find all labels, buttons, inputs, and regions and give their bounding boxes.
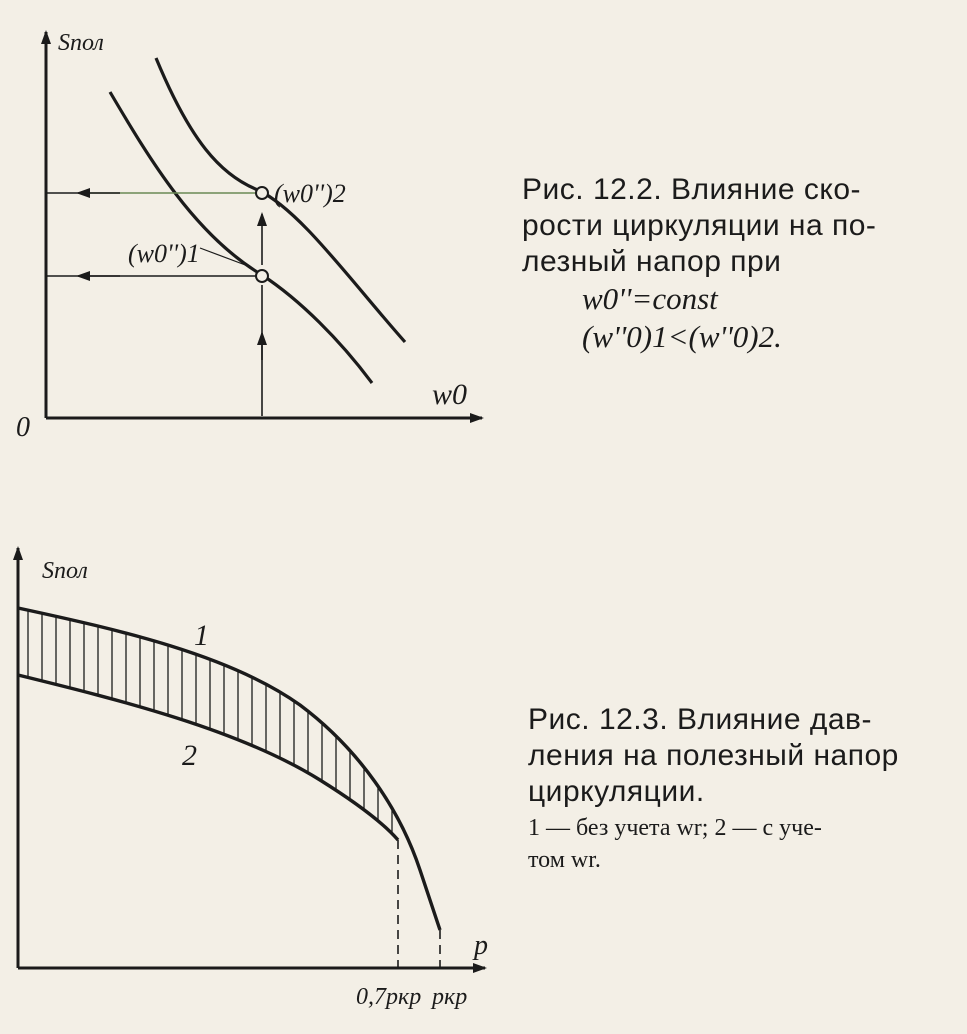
curve-1	[18, 608, 440, 930]
caption-12-2-line-2: рости циркуляции на по-	[522, 209, 877, 242]
curve-2-label: (w0'')2	[274, 179, 346, 208]
hatch-region	[28, 611, 392, 832]
curve-1-number: 1	[194, 619, 209, 652]
y-axis-label: Sпол	[58, 30, 104, 56]
caption-12-3	[528, 702, 948, 876]
caption-12-2-line-3: лезный напор при	[522, 245, 782, 278]
caption-12-3-line-1: Рис. 12.3. Влияние дав-	[528, 703, 872, 736]
tick-label-pkr: pкр	[432, 984, 468, 1010]
caption-12-2-formula-1: w0''=const	[582, 281, 718, 316]
curve-1-label: (w0'')1	[128, 239, 200, 268]
caption-12-2-line-1: Рис. 12.2. Влияние ско-	[522, 173, 861, 206]
caption-12-3-line-2: ления на полезный напор	[528, 739, 899, 772]
caption-12-3-legend-2: том wr.	[528, 847, 601, 873]
caption-12-2-formula-2: (w''0)1<(w''0)2.	[582, 319, 782, 354]
curve-2	[18, 675, 398, 840]
y-axis-label-2: Sпол	[42, 558, 88, 584]
tick-label-0-7pkr: 0,7pкр	[356, 984, 422, 1010]
x-axis-label: w0	[432, 378, 468, 411]
caption-12-3-legend-1: 1 — без учета wr; 2 — с уче-	[528, 815, 822, 841]
curve-2-number: 2	[182, 739, 197, 772]
x-axis-label-2: p	[474, 930, 488, 961]
origin-label: 0	[16, 412, 30, 443]
caption-12-3-line-3: циркуляции.	[528, 775, 705, 808]
